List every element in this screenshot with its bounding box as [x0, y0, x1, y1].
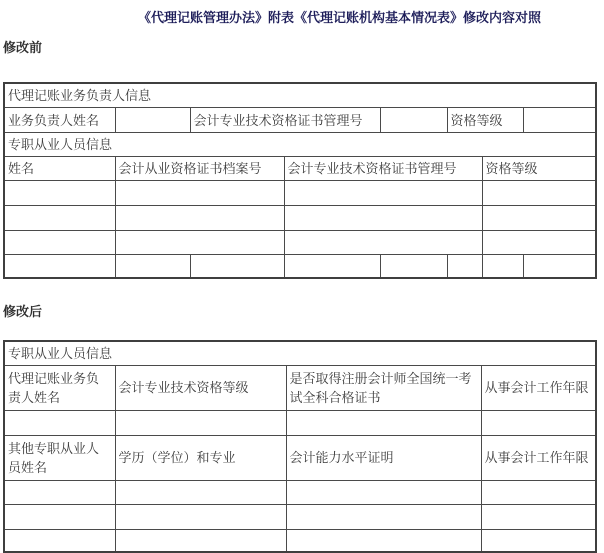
- empty-cell: [284, 255, 380, 278]
- table-row: [4, 133, 596, 157]
- empty-cell: [4, 504, 115, 529]
- empty-cell: [115, 231, 284, 255]
- section-label-after: 修改后: [3, 304, 601, 319]
- manager-cert-no-label-cell: 会计专业技术资格证书管理号: [190, 108, 380, 133]
- empty-cell: [115, 206, 284, 231]
- empty-cell: [380, 255, 447, 278]
- empty-cell: [115, 410, 286, 435]
- table-row: [4, 410, 596, 435]
- table-row: [4, 231, 596, 255]
- empty-cell: [284, 206, 482, 231]
- empty-cell: [523, 255, 596, 278]
- empty-cell: [481, 410, 596, 435]
- cpa-cert-header-cell: 是否取得注册会计师全国统一考试全科合格证书: [286, 365, 481, 410]
- staff-col-file-no-header-cell: 会计从业资格证书档案号: [115, 157, 284, 181]
- staff-col-cert-no-header-cell: 会计专业技术资格证书管理号: [284, 157, 482, 181]
- section-label-before: 修改前: [3, 40, 601, 55]
- empty-cell: [190, 255, 284, 278]
- table-row: [4, 504, 596, 529]
- table-row: [4, 108, 596, 133]
- education-major-header-cell: 学历（学位）和专业: [115, 435, 286, 480]
- manager-section-header-cell: 代理记账业务负责人信息: [4, 83, 596, 108]
- manager-name-label-cell: 业务负责人姓名: [4, 108, 115, 133]
- manager-cert-no-value-cell: [380, 108, 447, 133]
- empty-cell: [481, 480, 596, 504]
- table-row: [4, 206, 596, 231]
- ability-proof-header-cell: 会计能力水平证明: [286, 435, 481, 480]
- empty-cell: [286, 410, 481, 435]
- empty-cell: [4, 480, 115, 504]
- staff-section-header-cell: 专职从业人员信息: [4, 341, 596, 366]
- table-row: [4, 255, 596, 278]
- empty-cell: [284, 231, 482, 255]
- empty-cell: [286, 480, 481, 504]
- empty-cell: [4, 181, 115, 206]
- table-row: [4, 341, 596, 366]
- table-row: [4, 435, 596, 480]
- empty-cell: [482, 231, 596, 255]
- empty-cell: [115, 504, 286, 529]
- empty-cell: [4, 231, 115, 255]
- empty-cell: [115, 255, 190, 278]
- empty-cell: [447, 255, 482, 278]
- empty-cell: [482, 181, 596, 206]
- staff-section-header-cell: 专职从业人员信息: [4, 133, 596, 157]
- staff-col-grade-header-cell: 资格等级: [482, 157, 596, 181]
- table-after-modification: [3, 340, 597, 553]
- table-row: [4, 480, 596, 504]
- work-years-header-cell: 从事会计工作年限: [481, 435, 596, 480]
- table-row: [4, 83, 596, 108]
- manager-grade-label-cell: 资格等级: [447, 108, 523, 133]
- table-before-modification: [3, 82, 597, 279]
- table-row: [4, 181, 596, 206]
- empty-cell: [4, 206, 115, 231]
- manager-grade-value-cell: [523, 108, 596, 133]
- empty-cell: [482, 255, 523, 278]
- page-title: 《代理记账管理办法》附表《代理记账机构基本情况表》修改内容对照: [3, 10, 601, 26]
- manager-name-value-cell: [115, 108, 190, 133]
- empty-cell: [481, 504, 596, 529]
- table-row: [4, 365, 596, 410]
- empty-cell: [284, 181, 482, 206]
- empty-cell: [482, 206, 596, 231]
- work-years-header-cell: 从事会计工作年限: [481, 365, 596, 410]
- empty-cell: [4, 255, 115, 278]
- empty-cell: [286, 504, 481, 529]
- tech-grade-header-cell: 会计专业技术资格等级: [115, 365, 286, 410]
- empty-cell: [115, 480, 286, 504]
- empty-cell: [115, 181, 284, 206]
- manager-name-header-cell: 代理记账业务负责人姓名: [4, 365, 115, 410]
- empty-cell: [4, 410, 115, 435]
- other-staff-name-header-cell: 其他专职从业人员姓名: [4, 435, 115, 480]
- staff-col-name-header-cell: 姓名: [4, 157, 115, 181]
- table-row: [4, 157, 596, 181]
